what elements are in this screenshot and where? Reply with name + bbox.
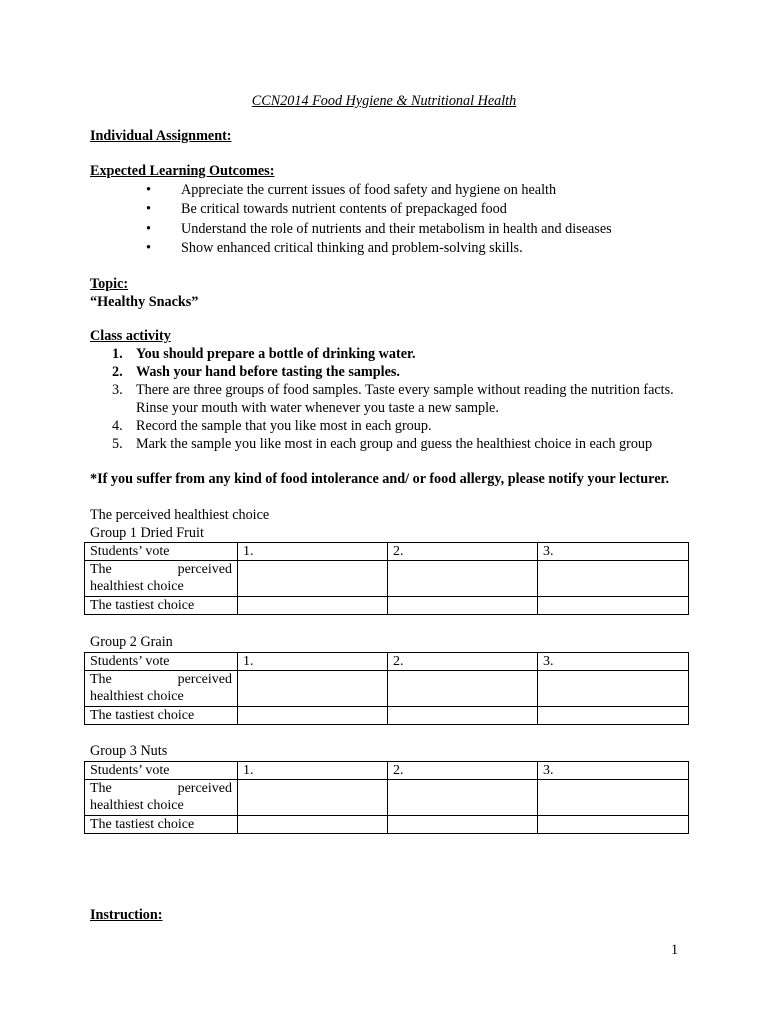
bullet-icon: • bbox=[146, 239, 151, 256]
table-row bbox=[85, 762, 689, 780]
healthiest-cell-1[interactable] bbox=[238, 780, 388, 816]
group-1-table bbox=[84, 542, 689, 615]
tastiest-cell-3[interactable] bbox=[538, 707, 689, 725]
bullet-icon: • bbox=[146, 201, 151, 218]
page-title: CCN2014 Food Hygiene & Nutritional Health bbox=[251, 93, 517, 109]
table-row bbox=[85, 543, 689, 561]
healthiest-cell-3[interactable] bbox=[538, 671, 689, 707]
tastiest-cell-2[interactable] bbox=[388, 816, 538, 834]
group-title: Group 1 Dried Fruit bbox=[90, 525, 204, 541]
bullet-icon: • bbox=[146, 182, 151, 198]
table-row bbox=[85, 816, 689, 834]
table-row bbox=[85, 561, 689, 597]
vote-cell-2[interactable]: 2. bbox=[388, 653, 538, 671]
table-row bbox=[85, 653, 689, 671]
healthiest-label: The perceived healthiest choice bbox=[85, 780, 238, 816]
healthiest-cell-1[interactable] bbox=[238, 561, 388, 597]
healthiest-label: The perceived healthiest choice bbox=[85, 671, 238, 707]
vote-cell-2[interactable]: 2. bbox=[388, 543, 538, 561]
vote-cell-1[interactable]: 1. bbox=[238, 543, 388, 561]
healthiest-cell-3[interactable] bbox=[538, 561, 689, 597]
vote-cell-3[interactable]: 3. bbox=[538, 653, 689, 671]
vote-cell-3[interactable]: 3. bbox=[538, 543, 689, 561]
tastiest-label: The tastiest choice bbox=[85, 597, 238, 615]
group-3-table bbox=[84, 761, 689, 834]
students-vote-label: Students’ vote bbox=[85, 543, 238, 561]
tastiest-cell-1[interactable] bbox=[238, 816, 388, 834]
tastiest-cell-3[interactable] bbox=[538, 816, 689, 834]
learning-outcomes-heading: Expected Learning Outcomes: bbox=[90, 163, 275, 179]
tastiest-cell-2[interactable] bbox=[388, 597, 538, 615]
document-page: CCN2014 Food Hygiene & Nutritional Health Individual Assignment: Expected Learning Outcomes: • Appreciate the current issues of food safety and hygiene on health • Be critical towards nutrient contents of prepackaged food • Understand the role of nutrients and their metabolism in health and diseases • Show enhanced critical thinking and problem-solving skills. Topic: “Healthy Snacks” Class activity 1. You should prepare a bottle of drinking water. 2. Wash your hand before tasting the samples. 3. There are three groups of food samples. Taste every sample without reading the nutrition facts. Rinse your mouth with water whenever you taste a new sample. 4. Record the sample that you like most in each group. 5. Mark the sample you like most in each group and guess the healthiest choice in each group *If you suffer from any kind of food intolerance and/ or food allergy, please notify your lecturer. The perceived healthiest choice Group 1 Dried Fruit Students’ vote 1. 2. 3. The perceived healthiest choice The tastiest choice Group 2 Grain Students’ vote 1. 2. 3. The perceived healthiest choice The tastiest choice Group 3 Nuts Students’ vote 1. 2. 3. The perceived healthiest choice The tastiest choice Instruction: 1 bbox=[0, 0, 768, 1024]
group-title: Group 3 Nuts bbox=[90, 743, 168, 759]
table-row bbox=[85, 707, 689, 725]
instruction-heading: Instruction: bbox=[90, 907, 163, 923]
tastiest-label: The tastiest choice bbox=[85, 707, 238, 725]
group-title: Group 2 Grain bbox=[90, 634, 173, 650]
healthiest-cell-2[interactable] bbox=[388, 780, 538, 816]
tastiest-cell-2[interactable] bbox=[388, 707, 538, 725]
class-activity-heading: Class activity bbox=[90, 328, 171, 344]
page-number: 1 bbox=[671, 942, 679, 958]
healthiest-cell-3[interactable] bbox=[538, 780, 689, 816]
topic-heading: Topic: bbox=[90, 276, 129, 292]
healthiest-cell-1[interactable] bbox=[238, 671, 388, 707]
perceived-heading: The perceived healthiest choice bbox=[90, 507, 270, 523]
tastiest-label: The tastiest choice bbox=[85, 816, 238, 834]
table-row bbox=[85, 780, 689, 816]
topic-value: “Healthy Snacks” bbox=[90, 294, 199, 310]
students-vote-label: Students’ vote bbox=[85, 762, 238, 780]
table-row bbox=[85, 671, 689, 707]
allergy-notice: *If you suffer from any kind of food intolerance and/ or food allergy, please notify your lecturer. bbox=[90, 471, 670, 487]
vote-cell-2[interactable]: 2. bbox=[388, 762, 538, 780]
vote-cell-3[interactable]: 3. bbox=[538, 762, 689, 780]
individual-assignment-heading: Individual Assignment: bbox=[90, 128, 232, 144]
group-2-table bbox=[84, 652, 689, 725]
vote-cell-1[interactable]: 1. bbox=[238, 762, 388, 780]
tastiest-cell-1[interactable] bbox=[238, 707, 388, 725]
healthiest-cell-2[interactable] bbox=[388, 561, 538, 597]
tastiest-cell-3[interactable] bbox=[538, 597, 689, 615]
bullet-icon: • bbox=[146, 220, 151, 237]
table-row bbox=[85, 597, 689, 615]
healthiest-cell-2[interactable] bbox=[388, 671, 538, 707]
vote-cell-1[interactable]: 1. bbox=[238, 653, 388, 671]
healthiest-label: The perceived healthiest choice bbox=[85, 561, 238, 597]
tastiest-cell-1[interactable] bbox=[238, 597, 388, 615]
students-vote-label: Students’ vote bbox=[85, 653, 238, 671]
